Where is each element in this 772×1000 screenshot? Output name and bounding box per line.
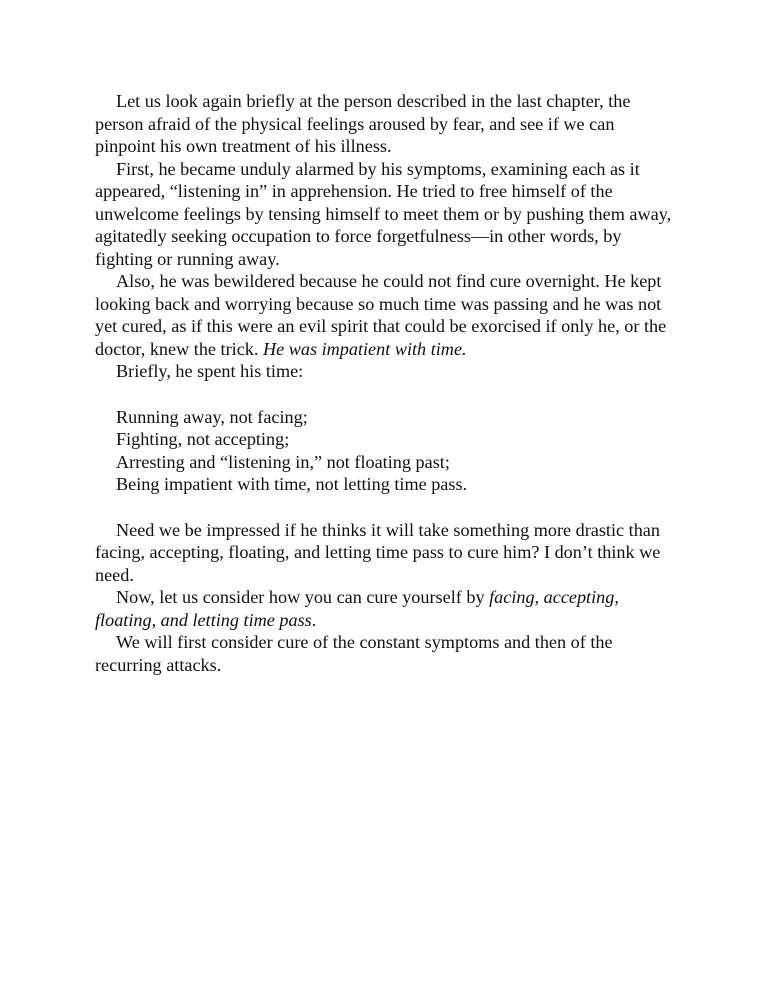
paragraph-2: First, he became unduly alarmed by his symptoms, examining each as it appeared, “listening in” in apprehension. He tried to free himself of the unwelcome feelings by tensing himself to meet them or by pushing them away, agitatedly seeking occupation to force forgetfulness—in other words, by fighting or running away. — [95, 158, 672, 269]
paragraph-1: Let us look again briefly at the person described in the last chapter, the person afraid of the physical feelings aroused by fear, and see if we can pinpoint his own treatment of his illness. — [95, 91, 631, 156]
list-item: Fighting, not accepting; — [116, 429, 290, 449]
paragraph-3 — [95, 270, 675, 360]
list-item: Being impatient with time, not letting time pass. — [116, 474, 468, 494]
behavior-list — [95, 406, 675, 496]
paragraph-3-text: Also, he was bewildered because he could not find cure overnight. He kept looking back and worrying because so much time was passing and he was not yet cured, as if this were an evil spirit that could be exorcised if only he, or the doctor, knew the trick. — [95, 271, 667, 359]
paragraph-7: We will first consider cure of the constant symptoms and then of the recurring attacks. — [95, 632, 613, 675]
paragraph-4: Briefly, he spent his time: — [116, 361, 304, 381]
paragraph-6-end: . — [311, 609, 317, 630]
paragraph-6-italic: facing, accepting, floating, and letting time pass — [95, 587, 619, 630]
list-item: Arresting and “listening in,” not floating past; — [116, 451, 450, 472]
paragraph-5: Need we be impressed if he thinks it will take something more drastic than facing, accepting, floating, and letting time pass to cure him? I don’t think we need. — [95, 519, 661, 585]
paragraph-3-italic: He was impatient with time. — [262, 338, 467, 359]
paragraph-6 — [95, 586, 675, 631]
paragraph-6-text: Now, let us consider how you can cure yourself by — [116, 587, 490, 607]
page-body — [95, 90, 675, 676]
list-item: Running away, not facing; — [116, 406, 308, 427]
